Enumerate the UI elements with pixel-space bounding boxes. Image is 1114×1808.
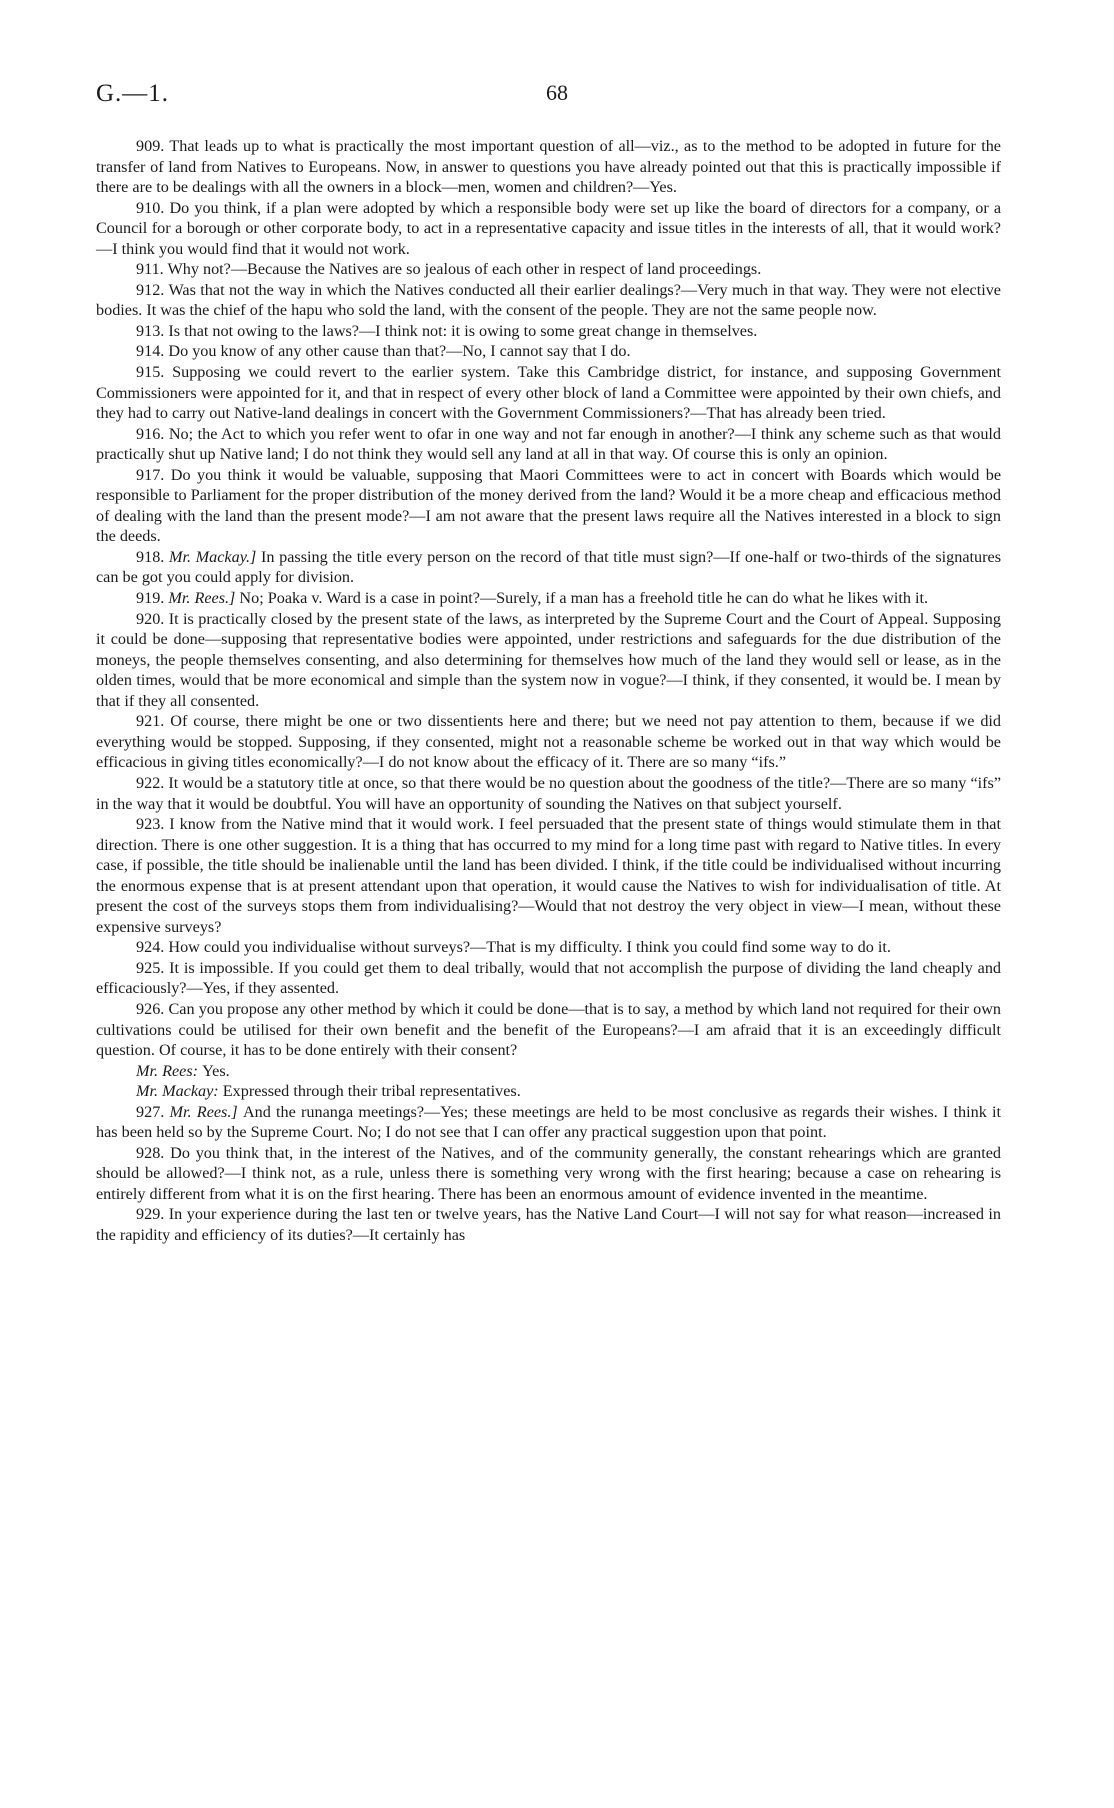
testimony-paragraph: [96, 711, 1001, 773]
testimony-paragraph: [96, 609, 1001, 712]
speaker-name: Mr. Rees.]: [168, 589, 240, 608]
paragraph-text: Was that not the way in which the Natives conducted all their earlier dealings?—Very much in that way. They were not elective bodies. It was the chief of the hapu who sold the land, with the consent of the people. They are not the same people now.: [96, 280, 1001, 320]
testimony-paragraph: [96, 341, 1001, 362]
question-number: 926.: [136, 999, 169, 1018]
question-number: 927.: [136, 1102, 170, 1121]
question-number: 918.: [136, 547, 169, 566]
question-number: 913.: [136, 321, 169, 340]
testimony-paragraph: [96, 999, 1001, 1061]
testimony-paragraph: [96, 773, 1001, 814]
question-number: 928.: [136, 1143, 171, 1162]
speaker-name: Mr. Mackay.]: [168, 547, 261, 566]
speaker-name: Mr. Mackay:: [136, 1082, 223, 1101]
question-number: 916.: [136, 424, 169, 443]
question-number: 909.: [136, 137, 170, 155]
paragraph-text: No; the Act to which you refer went to ofar in one way and not far enough in another?—I think any scheme such as that would practically shut up Native land; I do not think they would sell any land at all in that way. Of course this is only an opinion.: [96, 424, 1002, 464]
testimony-paragraph: [96, 1102, 1001, 1143]
paragraph-text: In your experience during the last ten or twelve years, has the Native Land Court—I will not say for what reason—increased in the rapidity and efficiency of its duties?—It certainly has: [96, 1205, 1002, 1244]
question-number: 920.: [136, 609, 169, 628]
paragraph-text: Why not?—Because the Natives are so jealous of each other in respect of land proceedings.: [167, 260, 762, 279]
paragraph-text: That leads up to what is practically the most important question of all—viz., as to the method to be adopted in future for the transfer of land from Natives to Europeans. Now, in answer to questions you have already pointed out that this is practically impossible if there are to be dealings with all the owners in a block—men, women and children?—Yes.: [96, 137, 1001, 197]
paragraph-text: It would be a statutory title at once, so that there would be no question about the goodness of the title?—There are so many “ifs” in the way that it would be doubtful. You will have an opportunity of sounding the Natives on that subject yourself.: [96, 773, 1002, 813]
testimony-paragraph: [96, 1081, 1001, 1102]
question-number: 911.: [136, 260, 168, 279]
paragraph-text: Do you know of any other cause than that?—No, I cannot say that I do.: [168, 342, 631, 361]
document-code: G.—1.: [96, 80, 170, 107]
paragraph-text: How could you individualise without surveys?—That is my difficulty. I think you could find some way to do it.: [168, 938, 891, 957]
question-number: 924.: [136, 938, 169, 957]
testimony-paragraph: [96, 1143, 1001, 1205]
question-number: 923.: [136, 815, 170, 834]
paragraph-text: Can you propose any other method by which it could be done—that is to say, a method by which land not required for their own cultivations could be utilised for their own benefit and the benefit of the Europeans?—I am afraid that it is an exceedingly difficult question. Of course, it has to be done entirely with their consent?: [96, 999, 1002, 1060]
page-number: 68: [546, 80, 568, 105]
paragraph-text: Is that not owing to the laws?—I think not: it is owing to some great change in themselves.: [168, 321, 758, 340]
question-number: 910.: [136, 198, 170, 217]
testimony-paragraph: [96, 424, 1001, 465]
question-number: 915.: [136, 363, 173, 382]
speaker-name: Mr. Rees.]: [169, 1102, 243, 1121]
speaker-name: Mr. Rees:: [136, 1061, 203, 1080]
testimony-paragraph: [96, 259, 1001, 280]
testimony-paragraph: [96, 321, 1001, 342]
paragraph-text: No; Poaka v. Ward is a case in point?—Surely, if a man has a freehold title he can do what he likes with it.: [239, 589, 928, 608]
testimony-paragraph: [96, 937, 1001, 958]
paragraph-text: In passing the title every person on the record of that title must sign?—If one-half or two-thirds of the signatures can be got you could apply for division.: [96, 547, 1002, 587]
testimony-paragraph: [96, 198, 1001, 260]
document-body: [96, 136, 1001, 1246]
paragraph-text: Do you think, if a plan were adopted by which a responsible body were set up like the board of directors for a company, or a Council for a borough or other corporate body, to act in a representative capacity and issue titles in the interests of all, that it would work?—I think you would find that it would not work.: [96, 198, 1002, 258]
paragraph-text: It is practically closed by the present state of the laws, as interpreted by the Supreme Court and the Court of Appeal. Supposing it could be done—supposing that representative bodies were appointed, under restrictions and safeguards for the due distribution of the moneys, the people themselves consenting, and also determining for themselves how much of the land they would sell or lease, as in the olden times, would that be more economical and simple than the system now in vogue?—I think, if they consented, it would be. I mean by that if they all consented.: [96, 609, 1001, 710]
testimony-paragraph: [96, 1061, 1001, 1082]
testimony-paragraph: [96, 588, 1001, 609]
question-number: 929.: [136, 1205, 169, 1224]
testimony-paragraph: [96, 280, 1001, 321]
paragraph-text: Of course, there might be one or two dissentients here and there; but we need not pay attention to them, because if we did everything would be stopped. Supposing, if they consented, might not a reasonable scheme be worked out in that way which would be efficacious in giving titles economically?—I do not know about the efficacy of it. There are so many “ifs.”: [96, 712, 1002, 772]
paragraph-text: Supposing we could revert to the earlier system. Take this Cambridge district, for instance, and supposing Government Commissioners were appointed for it, and that in respect of every other block of land a Committee were appointed by their own chiefs, and they had to carry out Native-land dealings in concert with the Government Commissioners?—That has already been tried.: [96, 363, 1001, 423]
paragraph-text: I know from the Native mind that it would work. I feel persuaded that the present state of things would stimulate them in that direction. There is one other suggestion. It is a thing that has occurred to my mind for a long time past with regard to Native titles. In every case, if possible, the title should be inalienable until the land has been divided. I think, if the title could be individualised without incurring the enormous expense that is at present attendant upon that operation, it would cause the Natives to wish for individualisation of title. At present the cost of the surveys stops them from individualising?—Would that not destroy the very object in view—I mean, without these expensive surveys?: [96, 815, 1001, 936]
paragraph-text: Yes.: [202, 1061, 230, 1080]
question-number: 917.: [136, 465, 171, 484]
question-number: 914.: [136, 342, 169, 361]
testimony-paragraph: [96, 547, 1001, 588]
paragraph-text: It is impossible. If you could get them to deal tribally, would that not accomplish the purpose of dividing the land cheaply and efficaciously?—Yes, if they assented.: [96, 958, 1002, 998]
testimony-paragraph: [96, 1204, 1001, 1245]
question-number: 912.: [136, 280, 169, 299]
testimony-paragraph: [96, 814, 1001, 937]
paragraph-text: Expressed through their tribal representatives.: [222, 1082, 521, 1101]
question-number: 922.: [136, 773, 169, 792]
question-number: 925.: [136, 958, 170, 977]
testimony-paragraph: [96, 136, 1001, 198]
testimony-paragraph: [96, 465, 1001, 547]
paragraph-text: Do you think it would be valuable, supposing that Maori Committees were to act in concert with Boards which would be responsible to Parliament for the proper distribution of the money derived from the land? Would it be a more cheap and efficacious method of dealing with the land than the present mode?—I am not aware that the present laws require all the Natives interested in a block to sign the deeds.: [96, 465, 1002, 546]
question-number: 921.: [136, 712, 171, 731]
testimony-paragraph: [96, 362, 1001, 424]
question-number: 919.: [136, 589, 169, 608]
paragraph-text: And the runanga meetings?—Yes; these meetings are held to be most conclusive as regards their wishes. I think it has been held so by the Supreme Court. No; I do not see that I can offer any practical suggestion upon that point.: [96, 1102, 1001, 1142]
paragraph-text: Do you think that, in the interest of the Natives, and of the community generally, the constant rehearings which are granted should be allowed?—I think not, as a rule, unless there is something very wrong with the first hearing; because a case on rehearing is entirely different from what it is on the first hearing. There has been an enormous amount of evidence invented in the meantime.: [96, 1143, 1001, 1203]
testimony-paragraph: [96, 958, 1001, 999]
